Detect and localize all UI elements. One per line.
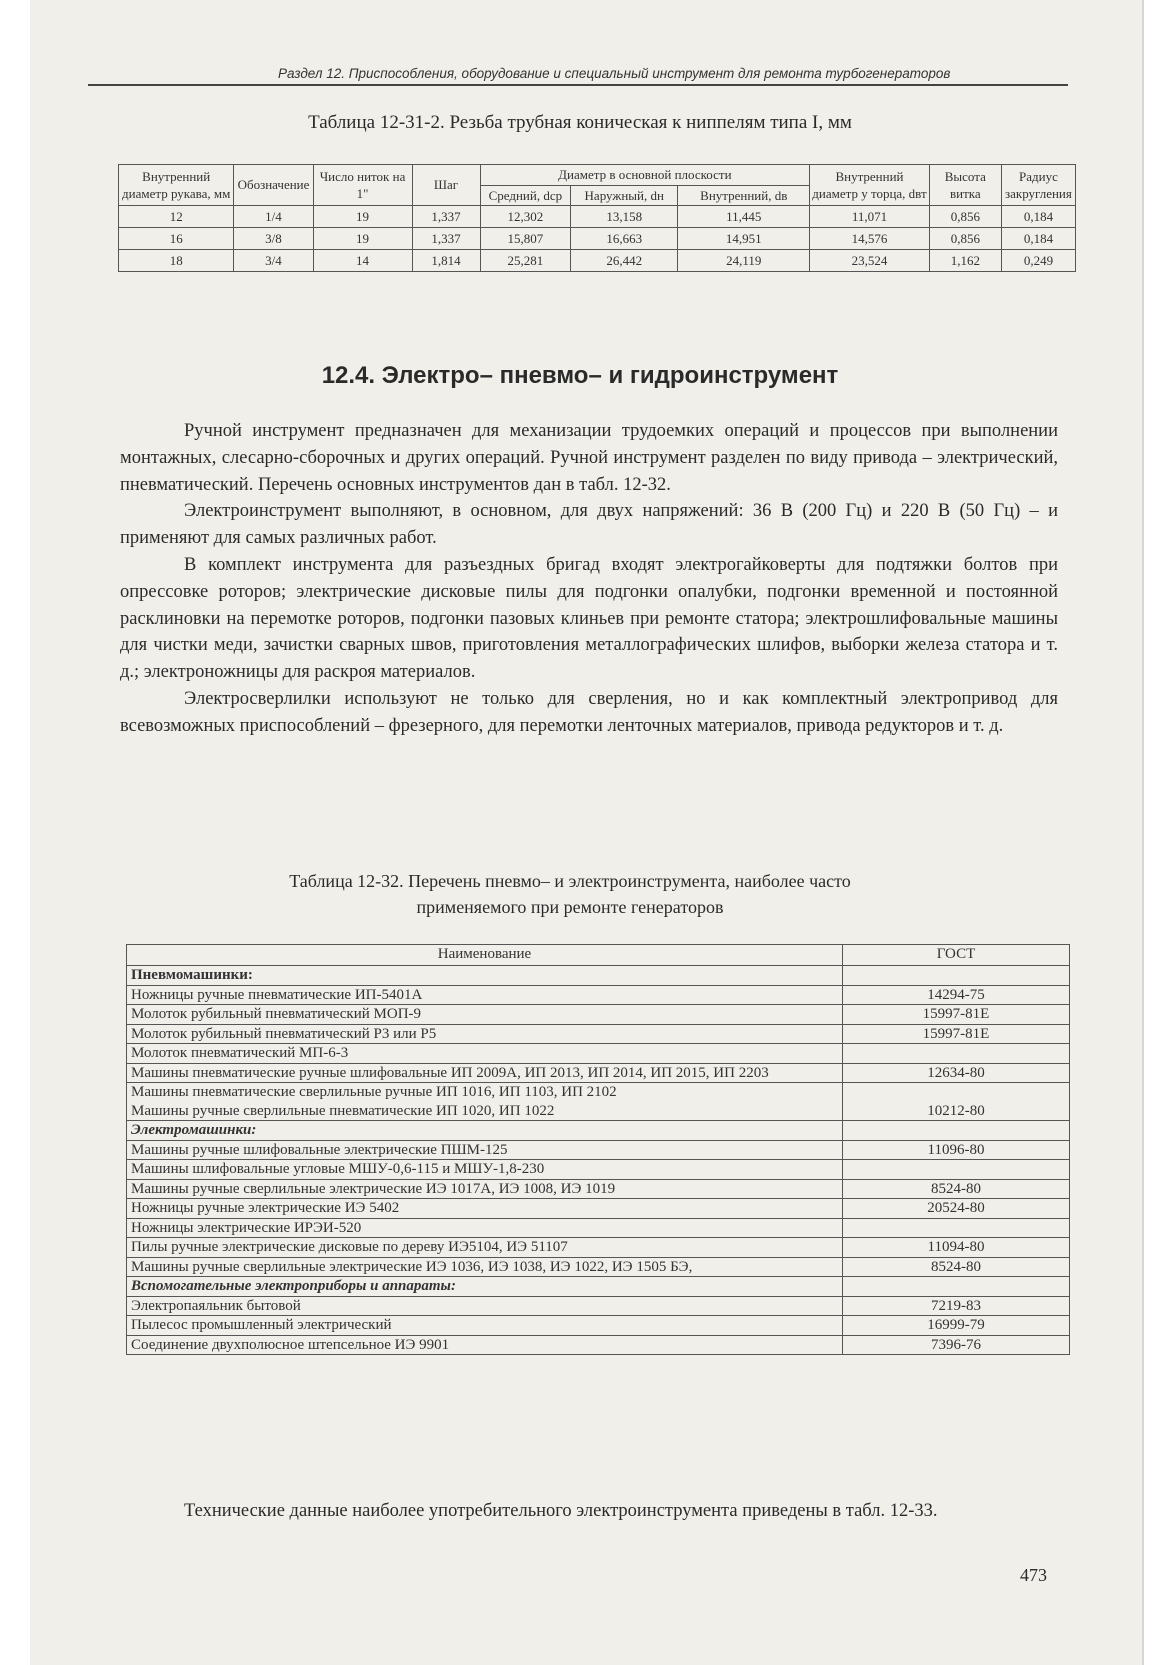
tool-name: Соединение двухполюсное штепсельное ИЭ 9901 — [127, 1335, 843, 1355]
tool-gost: 8524-80 — [843, 1179, 1070, 1199]
tool-name: Ножницы электрические ИРЭИ-520 — [127, 1218, 843, 1238]
tool-name: Машины пневматические ручные шлифовальные ИП 2009А, ИП 2013, ИП 2014, ИП 2015, ИП 2203 — [127, 1063, 843, 1083]
paragraph: Технические данные наиболее употребительного электроинструмента приведены в табл. 12-33. — [184, 1501, 938, 1521]
tool-gost: 12634-80 — [843, 1063, 1070, 1083]
table-row — [127, 1179, 1070, 1199]
table-row — [127, 1316, 1070, 1336]
table-row — [127, 1238, 1070, 1258]
th-pitch: Шаг — [412, 165, 480, 206]
th-inner-diam: Внутренний диаметр рукава, мм — [119, 165, 234, 206]
table-row — [127, 1335, 1070, 1355]
page-number: 473 — [1020, 1565, 1047, 1585]
table-cell: 11,445 — [678, 206, 810, 228]
table-cell: 19 — [313, 228, 412, 250]
tool-gost: 11094-80 — [843, 1238, 1070, 1258]
table-row — [127, 1296, 1070, 1316]
table-cell: 0,184 — [1001, 206, 1075, 228]
section-row — [127, 1277, 1070, 1297]
table-header-row — [127, 945, 1070, 966]
table-cell: 14,951 — [678, 228, 810, 250]
tool-name-line: Машины ручные сверлильные пневматические ИП 1020, ИП 1022 — [131, 1102, 555, 1119]
table-row — [127, 1160, 1070, 1180]
tool-gost: 8524-80 — [843, 1257, 1070, 1277]
paragraph: В комплект инструмента для разъездных бригад входят электрогайковерты для подтяжки болтов при опрессовке роторов; электрические дисковые пилы для подгонки опалубки, подгонки временной и постоянной расклиновки на перемотке роторов, подгонки пазовых клиньев при ремонте статора; электрошлифовальные машины для чистки меди, зачистки сварных швов, приготовления металлографических шлифов, выборки железа статора и т. д.; электроножницы для раскроя материалов. — [120, 554, 1058, 683]
section-label-aux: Вспомогательные электроприборы и аппараты: — [127, 1277, 843, 1297]
th-inner: Внутренний, dв — [678, 185, 810, 206]
section-row — [127, 1121, 1070, 1141]
paragraph: Ручной инструмент предназначен для механизации трудоемких операций и процессов при выполнении монтажных, слесарно-сборочных и других операций. Ручной инструмент разделен по виду привода – электрический, пневматический. Перечень основных инструментов дан в табл. 12-32. — [120, 421, 1058, 495]
table-cell: 13,158 — [571, 206, 678, 228]
table1-caption: Таблица 12-31-2. Резьба трубная коническая к ниппелям типа I, мм — [308, 112, 852, 133]
table-cell: 25,281 — [480, 250, 571, 272]
tools-table — [126, 944, 1070, 1355]
tool-name: Пилы ручные электрические дисковые по дереву ИЭ5104, ИЭ 51107 — [127, 1238, 843, 1258]
tool-gost: 15997-81Е — [843, 1024, 1070, 1044]
table-cell: 16 — [119, 228, 234, 250]
tool-gost — [843, 1218, 1070, 1238]
tool-gost: 11096-80 — [843, 1140, 1070, 1160]
paragraph: Электросверлилки используют не только для сверления, но и как комплектный электропривод для всевозможных приспособлений – фрезерного, для перемотки ленточных материалов, привода редукторов и т. д. — [120, 688, 1058, 736]
tool-name: Электропаяльник бытовой — [127, 1296, 843, 1316]
tool-gost: 10212-80 — [843, 1083, 1070, 1121]
table-cell: 12 — [119, 206, 234, 228]
th-designation: Обозначение — [234, 165, 313, 206]
table-cell: 0,856 — [929, 228, 1001, 250]
table-cell: 0,249 — [1001, 250, 1075, 272]
table-cell: 0,856 — [929, 206, 1001, 228]
tool-name: Машины ручные шлифовальные электрические ПШМ-125 — [127, 1140, 843, 1160]
book-page — [30, 0, 1142, 1665]
closing-text — [120, 1498, 1058, 1525]
table-cell: 23,524 — [810, 250, 930, 272]
table-cell: 3/4 — [234, 250, 313, 272]
table-cell: 24,119 — [678, 250, 810, 272]
th-outer: Наружный, dн — [571, 185, 678, 206]
table-cell: 11,071 — [810, 206, 930, 228]
table-row — [127, 1005, 1070, 1025]
table-cell: 19 — [313, 206, 412, 228]
table-cell: 18 — [119, 250, 234, 272]
running-header: Раздел 12. Приспособления, оборудование и специальный инструмент для ремонта турбогенераторов — [278, 66, 951, 81]
tool-name-line: Машины пневматические сверлильные ручные ИП 1016, ИП 1103, ИП 2102 — [131, 1084, 617, 1100]
th-gost: ГОСТ — [843, 945, 1070, 966]
section-label-electro: Электромашинки: — [127, 1121, 843, 1141]
table-row — [127, 1140, 1070, 1160]
table-cell: 14,576 — [810, 228, 930, 250]
table-row — [127, 1199, 1070, 1219]
table-row — [127, 1044, 1070, 1064]
tool-name: Молоток пневматический МП-6-3 — [127, 1044, 843, 1064]
table-cell: 1,814 — [412, 250, 480, 272]
th-end-diam: Внутренний диаметр у торца, dвт — [810, 165, 930, 206]
table2-caption-line2: применяемого при ремонте генераторов — [416, 897, 724, 917]
tool-gost: 14294-75 — [843, 985, 1070, 1005]
table-row — [119, 250, 1076, 272]
tool-gost: 7396-76 — [843, 1335, 1070, 1355]
tool-name: Пылесос промышленный электрический — [127, 1316, 843, 1336]
table-row — [127, 1024, 1070, 1044]
th-name: Наименование — [127, 945, 843, 966]
th-main-plane: Диаметр в основной плоскости — [480, 165, 810, 186]
body-text — [120, 418, 1058, 740]
table-row — [119, 206, 1076, 228]
table-cell: 3/8 — [234, 228, 313, 250]
th-mean: Средний, dср — [480, 185, 571, 206]
tool-gost: 16999-79 — [843, 1316, 1070, 1336]
tool-name: Машины ручные сверлильные электрические ИЭ 1036, ИЭ 1038, ИЭ 1022, ИЭ 1505 БЭ, — [127, 1257, 843, 1277]
table-cell: 1,337 — [412, 206, 480, 228]
table-cell: 1,337 — [412, 228, 480, 250]
section-title: 12.4. Электро– пневмо– и гидроинструмент — [321, 362, 839, 389]
table-cell: 1,162 — [929, 250, 1001, 272]
table-row — [127, 985, 1070, 1005]
tool-gost: 7219-83 — [843, 1296, 1070, 1316]
table-row — [119, 228, 1076, 250]
table-cell: 15,807 — [480, 228, 571, 250]
table2-caption-line1: Таблица 12-32. Перечень пневмо– и электроинструмента, наиболее часто — [289, 871, 851, 891]
table-cell: 12,302 — [480, 206, 571, 228]
thread-table — [118, 164, 1076, 272]
paragraph: Электроинструмент выполняют, в основном, для двух напряжений: 36 В (200 Гц) и 220 В (50 Гц) – и применяют для самых различных работ. — [120, 501, 1058, 549]
tool-name: Ножницы ручные пневматические ИП-5401А — [127, 985, 843, 1005]
table2-caption — [150, 868, 990, 920]
tool-name: Молоток рубильный пневматический Р3 или Р5 — [127, 1024, 843, 1044]
table-row — [127, 1063, 1070, 1083]
tool-gost: 20524-80 — [843, 1199, 1070, 1219]
th-radius: Радиус закругления — [1001, 165, 1075, 206]
th-threads: Число ниток на 1" — [313, 165, 412, 206]
tool-name: Молоток рубильный пневматический МОП-9 — [127, 1005, 843, 1025]
tool-name — [127, 1083, 843, 1121]
tool-gost — [843, 1044, 1070, 1064]
header-rule — [88, 84, 1068, 86]
table-cell: 0,184 — [1001, 228, 1075, 250]
table-row — [127, 1257, 1070, 1277]
tool-name: Машины ручные сверлильные электрические ИЭ 1017А, ИЭ 1008, ИЭ 1019 — [127, 1179, 843, 1199]
table-cell: 14 — [313, 250, 412, 272]
table-row — [127, 1083, 1070, 1121]
tool-name: Ножницы ручные электрические ИЭ 5402 — [127, 1199, 843, 1219]
tool-gost: 15997-81Е — [843, 1005, 1070, 1025]
section-row — [127, 966, 1070, 986]
table-cell: 26,442 — [571, 250, 678, 272]
table-cell: 16,663 — [571, 228, 678, 250]
tool-gost — [843, 1160, 1070, 1180]
th-height: Высота витка — [929, 165, 1001, 206]
table-row — [127, 1218, 1070, 1238]
section-label-pneumo: Пневмомашинки: — [127, 966, 843, 986]
tool-name: Машины шлифовальные угловые МШУ-0,6-115 и МШУ-1,8-230 — [127, 1160, 843, 1180]
table-cell: 1/4 — [234, 206, 313, 228]
